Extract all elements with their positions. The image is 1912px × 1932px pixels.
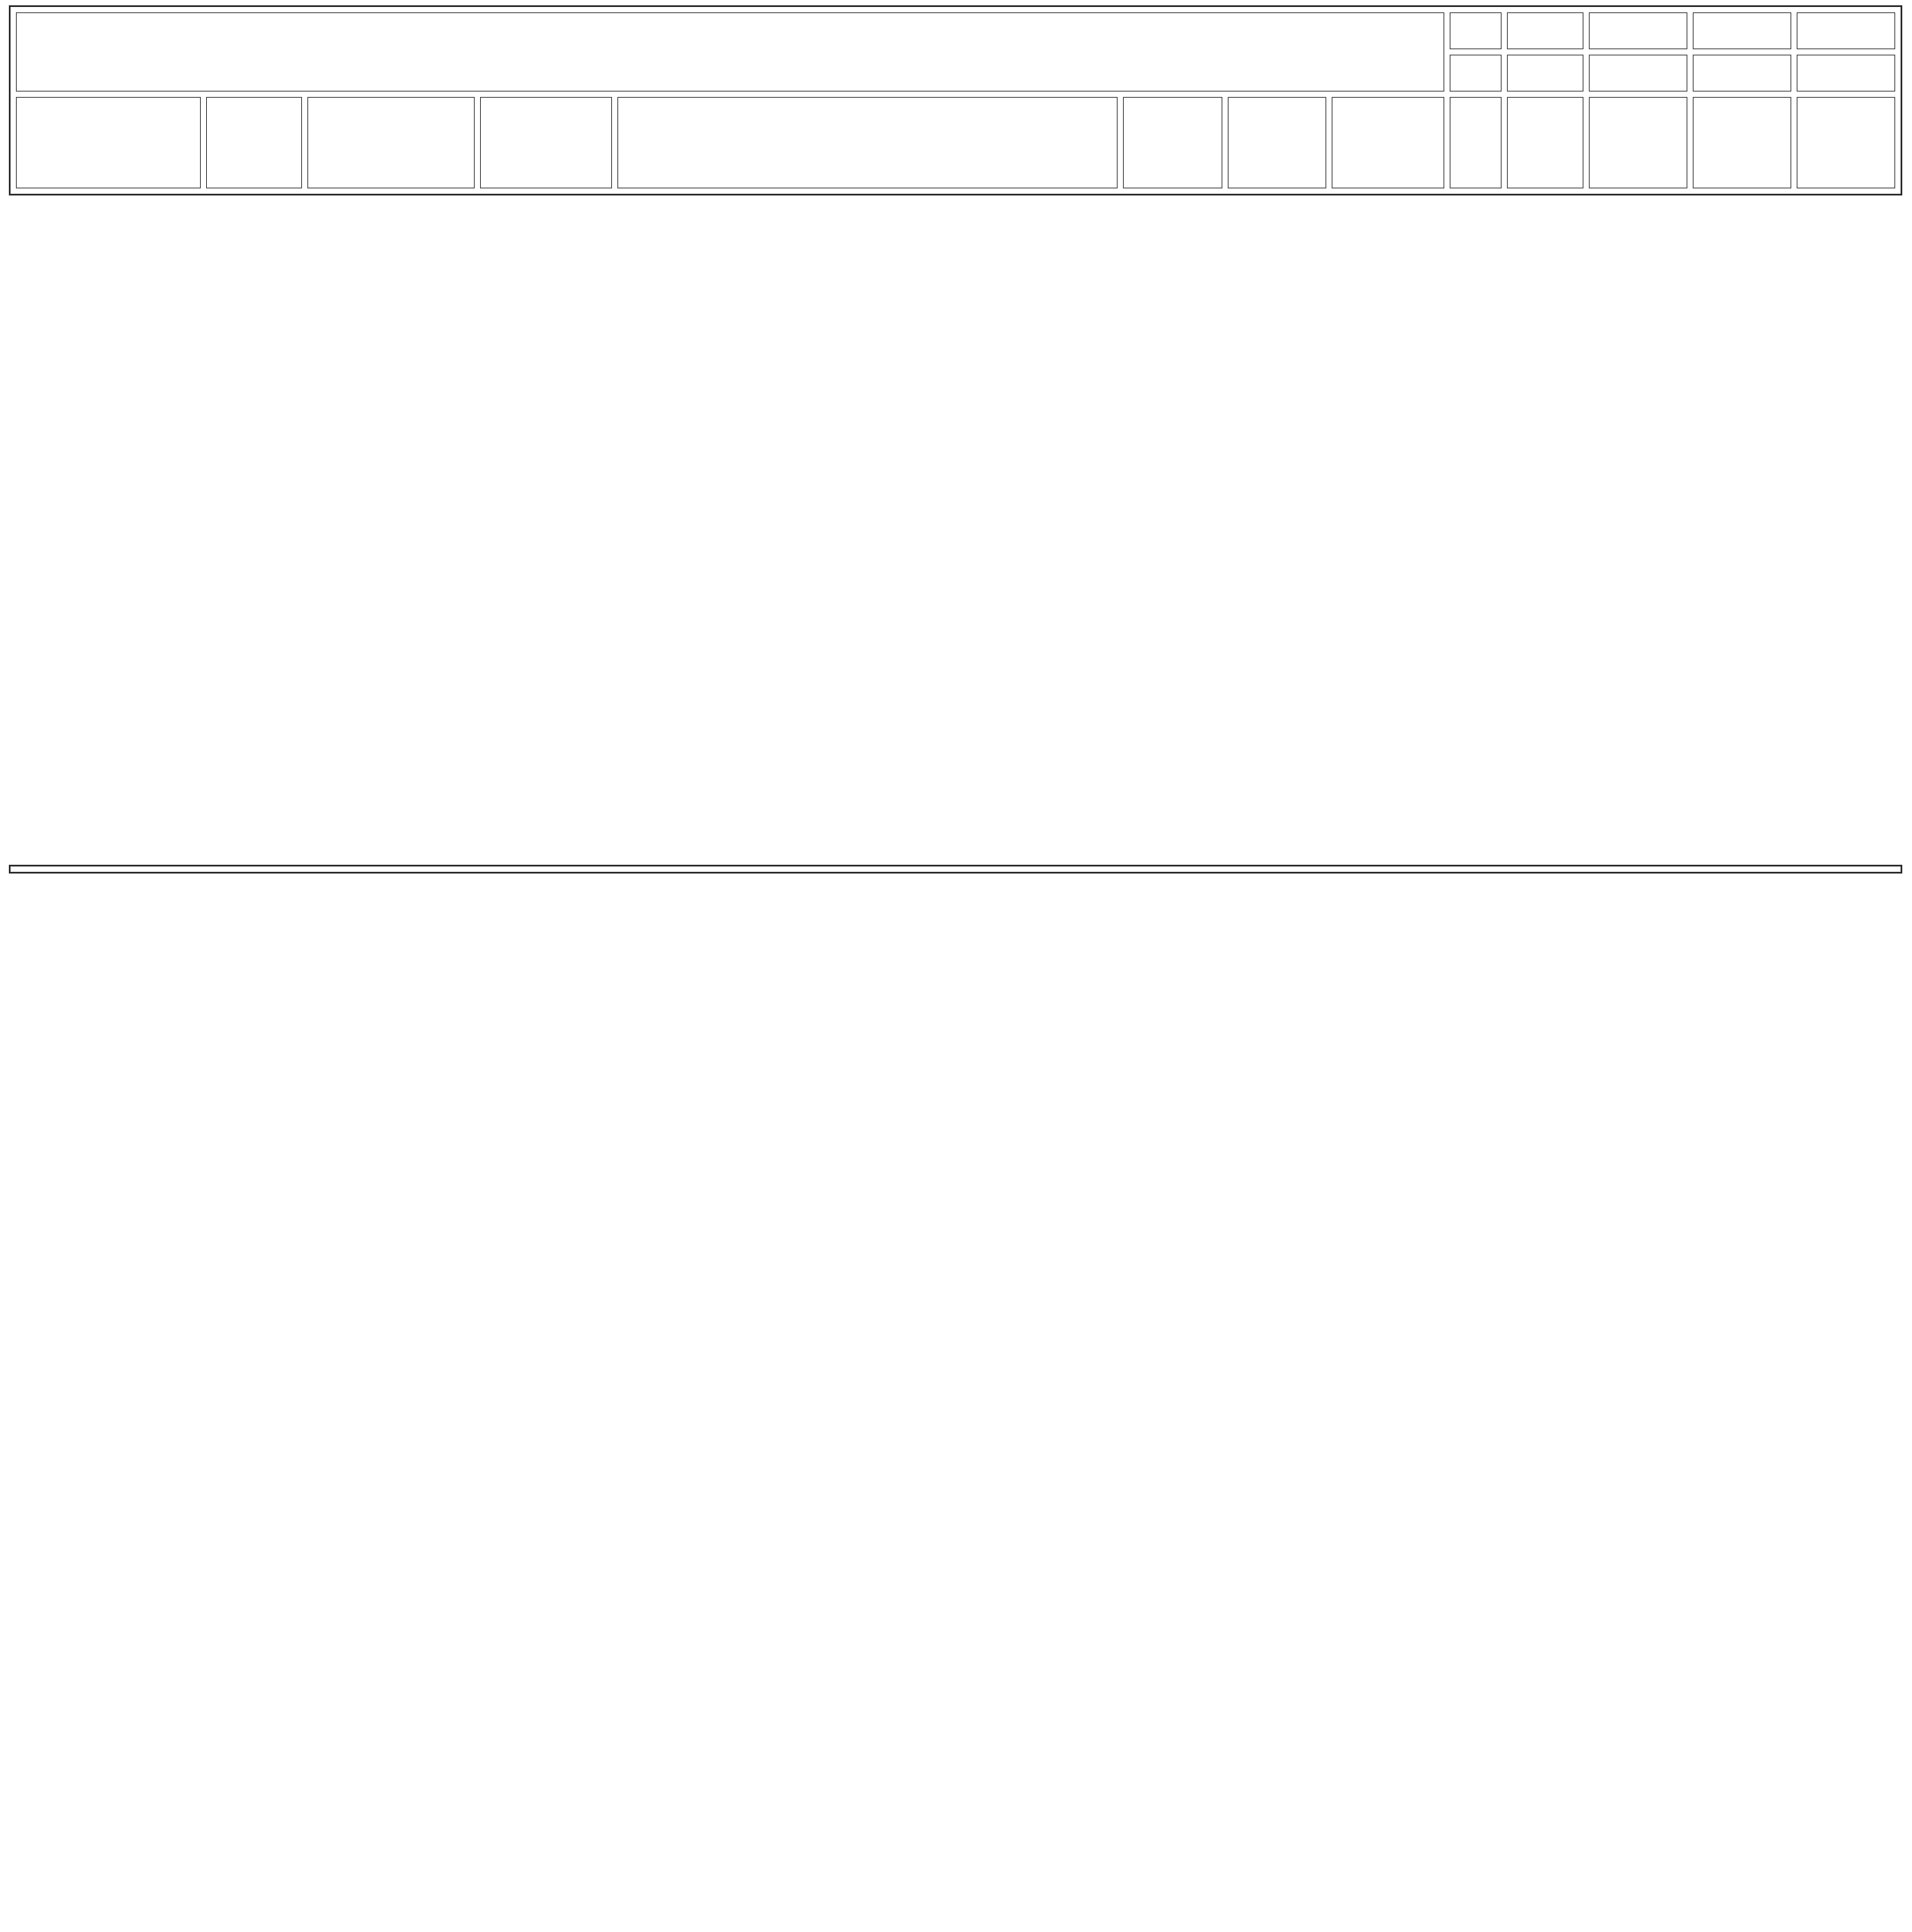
col-blank-2003: [1589, 97, 1687, 188]
header-blank-viaje: [1450, 12, 1502, 49]
header-concedido-2004: [1693, 55, 1791, 92]
col-blank-2005: [1797, 97, 1895, 188]
col-referencia: [206, 97, 302, 188]
col-investigador: [307, 97, 475, 188]
col-viaje: [1450, 97, 1502, 188]
col-organismo: [16, 97, 201, 188]
col-blank-2004: [1693, 97, 1791, 188]
col-responsable: [480, 97, 612, 188]
header-concedido-2003: [1589, 55, 1687, 92]
grant-table-bottom: [9, 865, 1902, 874]
grant-table-top: [9, 5, 1902, 195]
header-ejercicio: [1507, 12, 1583, 49]
header-year-2005: [1797, 12, 1895, 49]
col-centro: [617, 97, 1118, 188]
col-fecha-inicio: [1123, 97, 1222, 188]
header-concedido-2005: [1797, 55, 1895, 92]
header-blank-ejercicio-2: [1507, 55, 1583, 92]
col-mensualidad: [1332, 97, 1444, 188]
header-year-2004: [1693, 12, 1791, 49]
header-blank-viaje-2: [1450, 55, 1502, 92]
header-blank: [16, 12, 1444, 92]
col-fecha-fin: [1228, 97, 1326, 188]
header-year-2003: [1589, 12, 1687, 49]
col-blank-ejercicio: [1507, 97, 1583, 188]
